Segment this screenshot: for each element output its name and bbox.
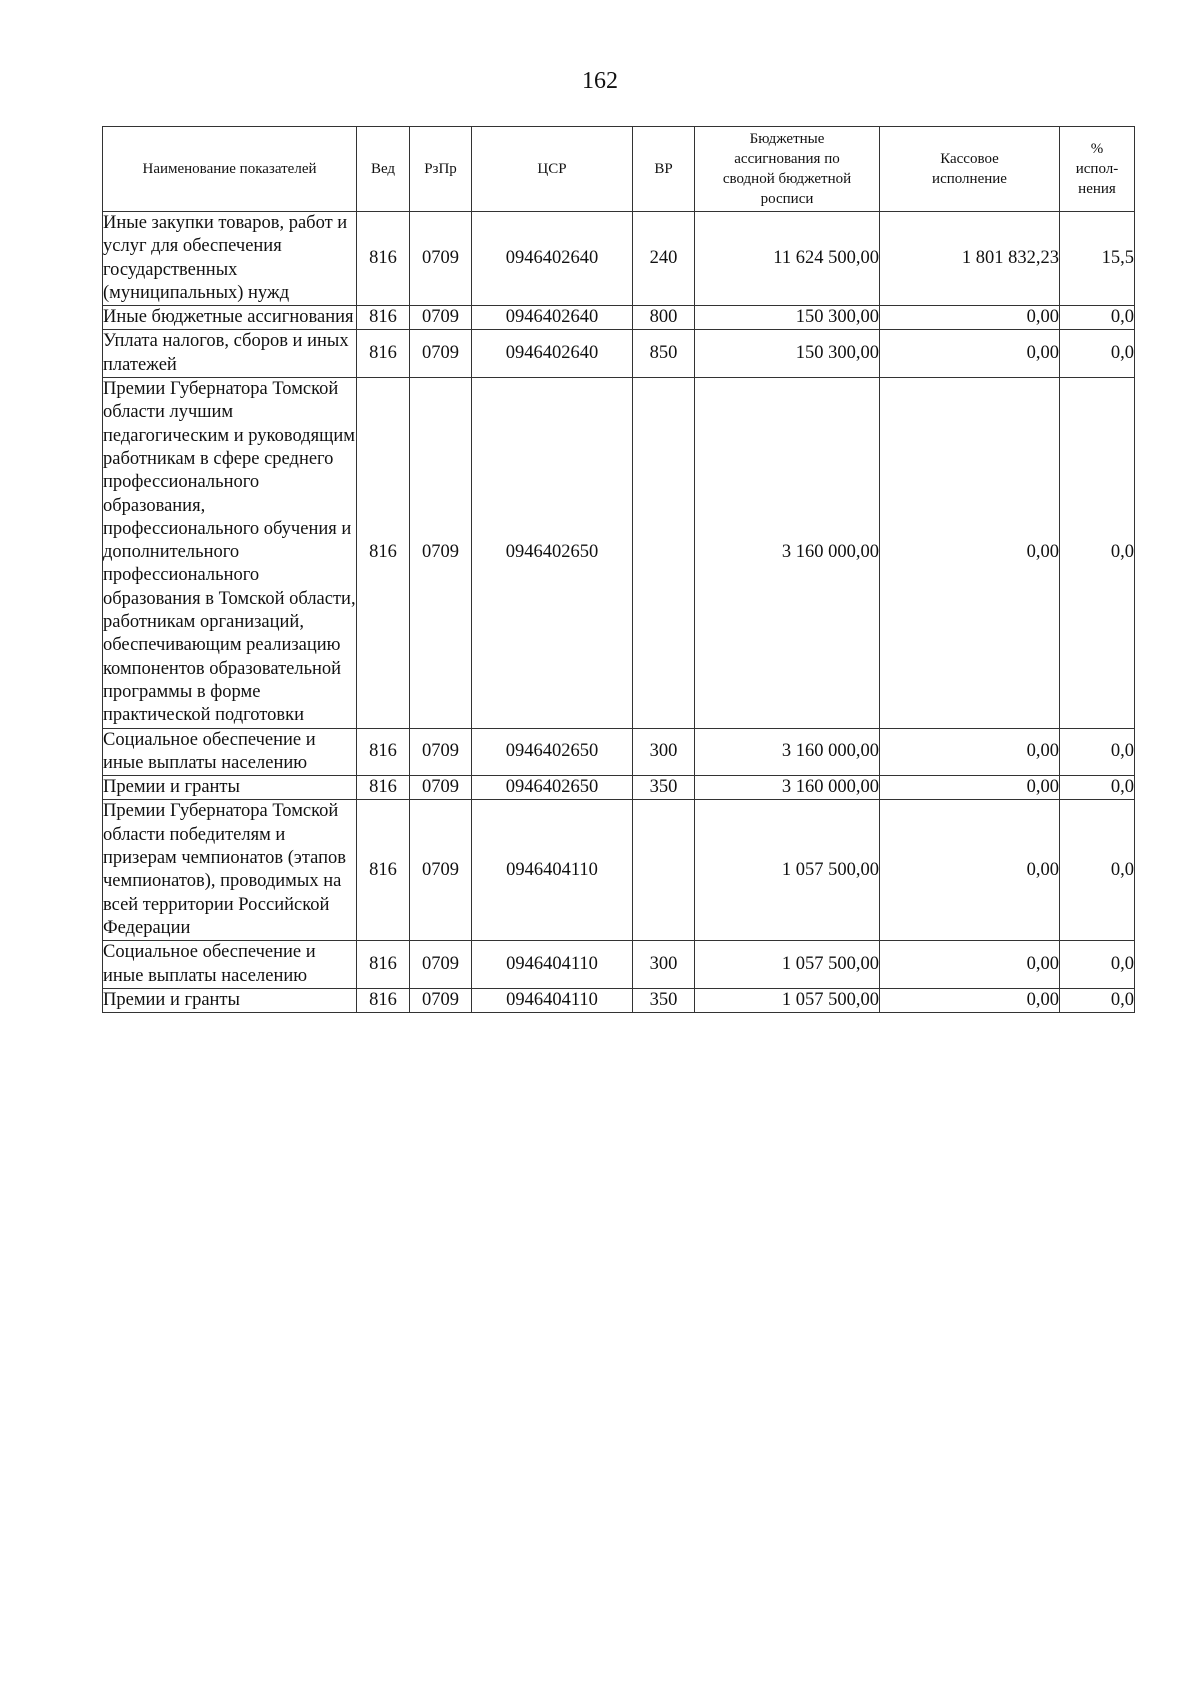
- row-cash: 0,00: [880, 378, 1060, 728]
- row-ved: 816: [357, 988, 410, 1012]
- row-csr: 0946404110: [472, 941, 633, 989]
- row-ved: 816: [357, 941, 410, 989]
- row-rzpr: 0709: [410, 212, 472, 306]
- table-row: [103, 330, 1135, 378]
- page-number: 162: [582, 68, 618, 94]
- row-allocations: 1 057 500,00: [695, 941, 880, 989]
- row-allocations: 1 057 500,00: [695, 800, 880, 941]
- row-ved: 816: [357, 800, 410, 941]
- row-name: Премии и гранты: [103, 776, 357, 800]
- row-cash: 0,00: [880, 800, 1060, 941]
- row-name: Иные бюджетные ассигнования: [103, 306, 357, 330]
- row-vr: [633, 800, 695, 941]
- row-csr: 0946404110: [472, 800, 633, 941]
- row-csr: 0946402650: [472, 728, 633, 776]
- row-rzpr: 0709: [410, 941, 472, 989]
- budget-execution-table: [102, 126, 1135, 1013]
- row-cash: 0,00: [880, 306, 1060, 330]
- row-name: Премии Губернатора Томской области лучшим педагогическим и руководящим работникам в сфере среднего профессионального образования, профессионального обучения и дополнительного профессионального образования в Томской области, работникам организаций, обеспечивающим реализацию компонентов образовательной программы в форме практической подготовки: [103, 378, 357, 728]
- row-rzpr: 0709: [410, 378, 472, 728]
- table-row: [103, 941, 1135, 989]
- row-vr: [633, 378, 695, 728]
- row-allocations: 150 300,00: [695, 330, 880, 378]
- row-vr: 350: [633, 776, 695, 800]
- table-row: [103, 378, 1135, 728]
- row-vr: 350: [633, 988, 695, 1012]
- row-csr: 0946402640: [472, 212, 633, 306]
- row-csr: 0946402650: [472, 378, 633, 728]
- row-name: Премии и гранты: [103, 988, 357, 1012]
- row-cash: 0,00: [880, 728, 1060, 776]
- row-name: Уплата налогов, сборов и иных платежей: [103, 330, 357, 378]
- row-vr: 800: [633, 306, 695, 330]
- header-allocations: Бюджетные ассигнования по сводной бюджетной росписи: [695, 127, 880, 212]
- row-percent: 0,0: [1060, 378, 1135, 728]
- row-allocations: 150 300,00: [695, 306, 880, 330]
- table-row: [103, 728, 1135, 776]
- row-ved: 816: [357, 728, 410, 776]
- row-percent: 0,0: [1060, 330, 1135, 378]
- header-rzpr: РзПр: [410, 127, 472, 212]
- table-row: [103, 800, 1135, 941]
- row-percent: 0,0: [1060, 800, 1135, 941]
- row-percent: 0,0: [1060, 728, 1135, 776]
- row-allocations: 3 160 000,00: [695, 378, 880, 728]
- row-ved: 816: [357, 330, 410, 378]
- row-vr: 300: [633, 728, 695, 776]
- row-csr: 0946402650: [472, 776, 633, 800]
- header-cash: Кассовое исполнение: [880, 127, 1060, 212]
- table-row: [103, 776, 1135, 800]
- row-cash: 0,00: [880, 988, 1060, 1012]
- row-vr: 300: [633, 941, 695, 989]
- row-ved: 816: [357, 306, 410, 330]
- row-name: Социальное обеспечение и иные выплаты населению: [103, 941, 357, 989]
- header-csr: ЦСР: [472, 127, 633, 212]
- row-rzpr: 0709: [410, 988, 472, 1012]
- row-cash: 0,00: [880, 330, 1060, 378]
- row-ved: 816: [357, 378, 410, 728]
- table-row: [103, 306, 1135, 330]
- row-name: Премии Губернатора Томской области победителям и призерам чемпионатов (этапов чемпионатов), проводимых на всей территории Российской Федерации: [103, 800, 357, 941]
- row-csr: 0946402640: [472, 330, 633, 378]
- row-name: Иные закупки товаров, работ и услуг для обеспечения государственных (муниципальных) нужд: [103, 212, 357, 306]
- row-rzpr: 0709: [410, 776, 472, 800]
- row-rzpr: 0709: [410, 800, 472, 941]
- table-header-row: [103, 127, 1135, 212]
- row-vr: 240: [633, 212, 695, 306]
- header-ved: Вед: [357, 127, 410, 212]
- row-name: Социальное обеспечение и иные выплаты населению: [103, 728, 357, 776]
- row-percent: 0,0: [1060, 776, 1135, 800]
- header-vr: ВР: [633, 127, 695, 212]
- row-csr: 0946404110: [472, 988, 633, 1012]
- row-percent: 0,0: [1060, 306, 1135, 330]
- row-allocations: 3 160 000,00: [695, 776, 880, 800]
- row-cash: 1 801 832,23: [880, 212, 1060, 306]
- header-percent: % испол-нения: [1060, 127, 1135, 212]
- row-cash: 0,00: [880, 941, 1060, 989]
- row-percent: 15,5: [1060, 212, 1135, 306]
- row-allocations: 11 624 500,00: [695, 212, 880, 306]
- row-rzpr: 0709: [410, 330, 472, 378]
- row-allocations: 1 057 500,00: [695, 988, 880, 1012]
- table-row: [103, 988, 1135, 1012]
- row-percent: 0,0: [1060, 941, 1135, 989]
- row-ved: 816: [357, 212, 410, 306]
- row-ved: 816: [357, 776, 410, 800]
- header-name: Наименование показателей: [103, 127, 357, 212]
- row-vr: 850: [633, 330, 695, 378]
- table-row: [103, 212, 1135, 306]
- row-allocations: 3 160 000,00: [695, 728, 880, 776]
- row-cash: 0,00: [880, 776, 1060, 800]
- row-rzpr: 0709: [410, 306, 472, 330]
- row-rzpr: 0709: [410, 728, 472, 776]
- row-csr: 0946402640: [472, 306, 633, 330]
- row-percent: 0,0: [1060, 988, 1135, 1012]
